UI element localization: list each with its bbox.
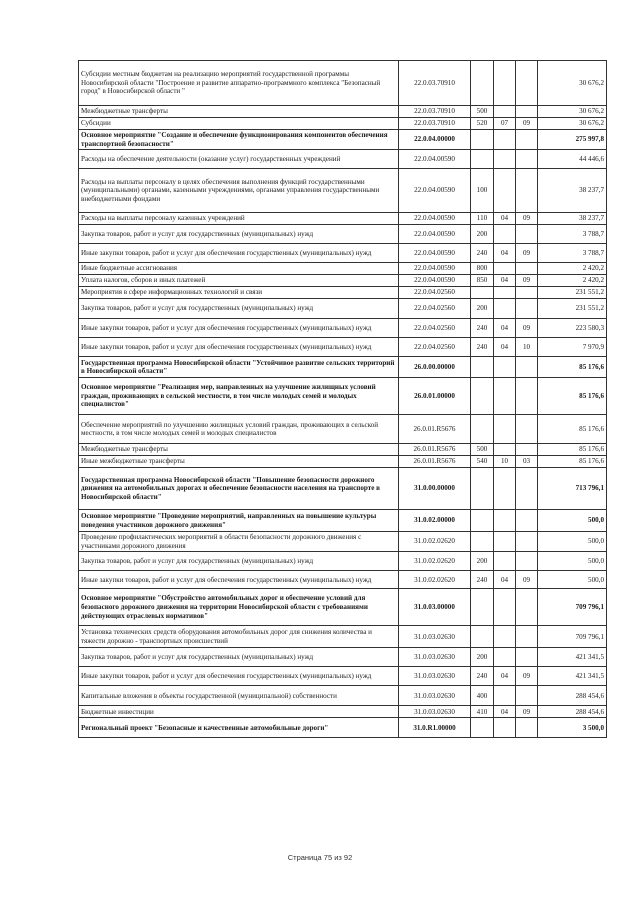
- target-article-code-cell: 22.0.04.00590: [399, 225, 471, 244]
- target-article-code-cell: 26.0.01.00000: [399, 378, 471, 415]
- amount-cell: 3 788,7: [538, 244, 607, 263]
- section-code-cell: [494, 130, 516, 150]
- subsection-code-cell: [516, 61, 538, 106]
- table-row: [79, 378, 607, 415]
- expense-type-code-cell: [471, 468, 494, 510]
- target-article-code-cell: 22.0.04.00590: [399, 169, 471, 213]
- subsection-code-cell: [516, 686, 538, 706]
- subsection-code-cell: [516, 589, 538, 626]
- subsection-code-cell: [516, 106, 538, 118]
- target-article-code-cell: 26.0.00.00000: [399, 357, 471, 378]
- item-name-cell: Основное мероприятие "Обустройство автомобильных дорог и обеспечение условий для безопасного дорожного движения на территории Новосибирской области с требованиями действующих отраслевых нормативов": [79, 589, 399, 626]
- section-code-cell: [494, 150, 516, 169]
- subsection-code-cell: 09: [516, 706, 538, 718]
- target-article-code-cell: 31.0.R1.00000: [399, 718, 471, 738]
- amount-cell: 2 420,2: [538, 275, 607, 287]
- target-article-code-cell: 22.0.04.00590: [399, 213, 471, 225]
- amount-cell: 38 237,7: [538, 213, 607, 225]
- expense-type-code-cell: 200: [471, 225, 494, 244]
- table-row: [79, 287, 607, 299]
- expense-type-code-cell: 500: [471, 106, 494, 118]
- section-code-cell: 07: [494, 118, 516, 130]
- subsection-code-cell: 09: [516, 275, 538, 287]
- subsection-code-cell: [516, 225, 538, 244]
- amount-cell: 709 796,1: [538, 626, 607, 648]
- table-row: [79, 150, 607, 169]
- expense-type-code-cell: 200: [471, 552, 494, 571]
- table-row: [79, 118, 607, 130]
- item-name-cell: Основное мероприятие "Реализация мер, направленных на улучшение жилищных условий граждан, проживающих в сельской местности, в том числе молодых семей и молодых специалистов": [79, 378, 399, 415]
- section-code-cell: 04: [494, 319, 516, 338]
- subsection-code-cell: 10: [516, 338, 538, 357]
- table-row: [79, 626, 607, 648]
- table-row: [79, 61, 607, 106]
- amount-cell: 7 970,9: [538, 338, 607, 357]
- target-article-code-cell: 22.0.03.70910: [399, 118, 471, 130]
- amount-cell: 44 446,6: [538, 150, 607, 169]
- subsection-code-cell: [516, 626, 538, 648]
- table-row: [79, 169, 607, 213]
- table-row: [79, 244, 607, 263]
- section-code-cell: 04: [494, 706, 516, 718]
- expense-type-code-cell: 850: [471, 275, 494, 287]
- target-article-code-cell: 31.0.02.02620: [399, 571, 471, 589]
- amount-cell: 30 676,2: [538, 61, 607, 106]
- item-name-cell: Закупка товаров, работ и услуг для государственных (муниципальных) нужд: [79, 648, 399, 667]
- table-row: [79, 468, 607, 510]
- table-row: [79, 648, 607, 667]
- section-code-cell: [494, 378, 516, 415]
- table-row: [79, 225, 607, 244]
- target-article-code-cell: 31.0.02.02620: [399, 552, 471, 571]
- table-row: [79, 444, 607, 456]
- expense-type-code-cell: 800: [471, 263, 494, 275]
- expense-type-code-cell: [471, 589, 494, 626]
- table-row: [79, 532, 607, 552]
- subsection-code-cell: 03: [516, 456, 538, 468]
- target-article-code-cell: 22.0.04.02560: [399, 299, 471, 319]
- subsection-code-cell: [516, 468, 538, 510]
- target-article-code-cell: 22.0.04.00590: [399, 150, 471, 169]
- target-article-code-cell: 31.0.03.02630: [399, 648, 471, 667]
- table-row: [79, 338, 607, 357]
- table-row: [79, 213, 607, 225]
- section-code-cell: [494, 648, 516, 667]
- subsection-code-cell: [516, 532, 538, 552]
- item-name-cell: Закупка товаров, работ и услуг для государственных (муниципальных) нужд: [79, 299, 399, 319]
- expense-type-code-cell: 240: [471, 571, 494, 589]
- table-row: [79, 456, 607, 468]
- section-code-cell: [494, 61, 516, 106]
- table-row: [79, 106, 607, 118]
- item-name-cell: Обеспечение мероприятий по улучшению жилищных условий граждан, проживающих в сельской местности, в том числе молодых семей и молодых специалистов: [79, 415, 399, 444]
- amount-cell: 288 454,6: [538, 706, 607, 718]
- amount-cell: 500,0: [538, 532, 607, 552]
- section-code-cell: 04: [494, 338, 516, 357]
- item-name-cell: Капитальные вложения в объекты государственной (муниципальной) собственности: [79, 686, 399, 706]
- amount-cell: 500,0: [538, 571, 607, 589]
- subsection-code-cell: [516, 552, 538, 571]
- expense-type-code-cell: [471, 130, 494, 150]
- subsection-code-cell: [516, 130, 538, 150]
- table-row: [79, 415, 607, 444]
- expense-type-code-cell: [471, 357, 494, 378]
- target-article-code-cell: 31.0.03.02630: [399, 626, 471, 648]
- expense-type-code-cell: 400: [471, 686, 494, 706]
- item-name-cell: Закупка товаров, работ и услуг для государственных (муниципальных) нужд: [79, 552, 399, 571]
- item-name-cell: Региональный проект "Безопасные и качественные автомобильные дороги": [79, 718, 399, 738]
- table-row: [79, 552, 607, 571]
- section-code-cell: [494, 510, 516, 532]
- item-name-cell: Иные межбюджетные трансферты: [79, 456, 399, 468]
- expense-type-code-cell: [471, 150, 494, 169]
- subsection-code-cell: [516, 648, 538, 667]
- amount-cell: 223 580,3: [538, 319, 607, 338]
- item-name-cell: Мероприятия в сфере информационных технологий и связи: [79, 287, 399, 299]
- section-code-cell: [494, 357, 516, 378]
- table-row: [79, 263, 607, 275]
- target-article-code-cell: 22.0.04.02560: [399, 287, 471, 299]
- subsection-code-cell: [516, 718, 538, 738]
- table-row: [79, 667, 607, 686]
- subsection-code-cell: 09: [516, 244, 538, 263]
- table-row: [79, 589, 607, 626]
- amount-cell: 275 997,8: [538, 130, 607, 150]
- amount-cell: 421 341,5: [538, 648, 607, 667]
- item-name-cell: Субсидии местным бюджетам на реализацию мероприятий государственной программы Новосибирской области "Построение и развитие аппаратно-программного комплекса "Безопасный город" в Новосибирской области ": [79, 61, 399, 106]
- amount-cell: 3 500,0: [538, 718, 607, 738]
- table-row: [79, 718, 607, 738]
- amount-cell: 85 176,6: [538, 456, 607, 468]
- expense-type-code-cell: [471, 61, 494, 106]
- subsection-code-cell: [516, 150, 538, 169]
- amount-cell: 85 176,6: [538, 378, 607, 415]
- target-article-code-cell: 22.0.03.70910: [399, 61, 471, 106]
- expense-type-code-cell: 240: [471, 244, 494, 263]
- subsection-code-cell: [516, 378, 538, 415]
- section-code-cell: [494, 263, 516, 275]
- item-name-cell: Межбюджетные трансферты: [79, 444, 399, 456]
- amount-cell: 2 420,2: [538, 263, 607, 275]
- table-row: [79, 510, 607, 532]
- subsection-code-cell: [516, 510, 538, 532]
- expense-type-code-cell: 520: [471, 118, 494, 130]
- amount-cell: 713 796,1: [538, 468, 607, 510]
- section-code-cell: [494, 225, 516, 244]
- expense-type-code-cell: [471, 415, 494, 444]
- item-name-cell: Проведение профилактических мероприятий в области безопасности дорожного движения с участниками дорожного движения: [79, 532, 399, 552]
- amount-cell: 500,0: [538, 510, 607, 532]
- table-row: [79, 299, 607, 319]
- item-name-cell: Закупка товаров, работ и услуг для государственных (муниципальных) нужд: [79, 225, 399, 244]
- subsection-code-cell: [516, 444, 538, 456]
- table-row: [79, 706, 607, 718]
- target-article-code-cell: 31.0.03.00000: [399, 589, 471, 626]
- subsection-code-cell: [516, 357, 538, 378]
- section-code-cell: 10: [494, 456, 516, 468]
- amount-cell: 500,0: [538, 552, 607, 571]
- item-name-cell: Субсидии: [79, 118, 399, 130]
- target-article-code-cell: 26.0.01.R5676: [399, 415, 471, 444]
- table-row: [79, 319, 607, 338]
- amount-cell: 3 788,7: [538, 225, 607, 244]
- target-article-code-cell: 31.0.03.02630: [399, 667, 471, 686]
- section-code-cell: [494, 626, 516, 648]
- expense-type-code-cell: 200: [471, 299, 494, 319]
- section-code-cell: [494, 468, 516, 510]
- amount-cell: 85 176,6: [538, 444, 607, 456]
- table-row: [79, 357, 607, 378]
- section-code-cell: [494, 552, 516, 571]
- amount-cell: 30 676,2: [538, 106, 607, 118]
- item-name-cell: Бюджетные инвестиции: [79, 706, 399, 718]
- item-name-cell: Государственная программа Новосибирской области "Устойчивое развитие сельских территорий в Новосибирской области": [79, 357, 399, 378]
- amount-cell: 38 237,7: [538, 169, 607, 213]
- expense-type-code-cell: 100: [471, 169, 494, 213]
- item-name-cell: Основное мероприятие "Проведение мероприятий, направленных на повышение культуры поведения участников дорожного движения": [79, 510, 399, 532]
- item-name-cell: Межбюджетные трансферты: [79, 106, 399, 118]
- subsection-code-cell: [516, 415, 538, 444]
- expense-type-code-cell: 200: [471, 648, 494, 667]
- table-row: [79, 571, 607, 589]
- target-article-code-cell: 22.0.04.00590: [399, 244, 471, 263]
- table-row: [79, 686, 607, 706]
- expense-type-code-cell: 240: [471, 338, 494, 357]
- expense-type-code-cell: 540: [471, 456, 494, 468]
- table-row: [79, 130, 607, 150]
- section-code-cell: [494, 444, 516, 456]
- subsection-code-cell: [516, 169, 538, 213]
- amount-cell: 231 551,2: [538, 287, 607, 299]
- subsection-code-cell: 09: [516, 319, 538, 338]
- item-name-cell: Иные закупки товаров, работ и услуг для обеспечения государственных (муниципальных) нужд: [79, 338, 399, 357]
- expense-type-code-cell: 240: [471, 319, 494, 338]
- item-name-cell: Иные закупки товаров, работ и услуг для обеспечения государственных (муниципальных) нужд: [79, 319, 399, 338]
- section-code-cell: 04: [494, 571, 516, 589]
- section-code-cell: 04: [494, 244, 516, 263]
- amount-cell: 288 454,6: [538, 686, 607, 706]
- page-footer: [0, 853, 640, 862]
- subsection-code-cell: [516, 263, 538, 275]
- target-article-code-cell: 31.0.03.02630: [399, 706, 471, 718]
- item-name-cell: Расходы на обеспечение деятельности (оказание услуг) государственных учреждений: [79, 150, 399, 169]
- target-article-code-cell: 26.0.01.R5676: [399, 444, 471, 456]
- expense-type-code-cell: 410: [471, 706, 494, 718]
- item-name-cell: Иные бюджетные ассигнования: [79, 263, 399, 275]
- section-code-cell: [494, 718, 516, 738]
- section-code-cell: 04: [494, 667, 516, 686]
- item-name-cell: Государственная программа Новосибирской области "Повышение безопасности дорожного движения на автомобильных дорогах и обеспечение безопасности населения на транспорте в Новосибирской области": [79, 468, 399, 510]
- subsection-code-cell: [516, 287, 538, 299]
- item-name-cell: Иные закупки товаров, работ и услуг для обеспечения государственных (муниципальных) нужд: [79, 571, 399, 589]
- expense-type-code-cell: 240: [471, 667, 494, 686]
- item-name-cell: Иные закупки товаров, работ и услуг для обеспечения государственных (муниципальных) нужд: [79, 667, 399, 686]
- item-name-cell: Расходы на выплаты персоналу казенных учреждений: [79, 213, 399, 225]
- section-code-cell: [494, 532, 516, 552]
- target-article-code-cell: 31.0.02.00000: [399, 510, 471, 532]
- amount-cell: 421 341,5: [538, 667, 607, 686]
- expense-type-code-cell: [471, 287, 494, 299]
- table-row: [79, 275, 607, 287]
- section-code-cell: [494, 415, 516, 444]
- section-code-cell: [494, 287, 516, 299]
- target-article-code-cell: 31.0.02.02620: [399, 532, 471, 552]
- section-code-cell: [494, 169, 516, 213]
- target-article-code-cell: 22.0.04.00000: [399, 130, 471, 150]
- target-article-code-cell: 31.0.00.00000: [399, 468, 471, 510]
- section-code-cell: [494, 299, 516, 319]
- amount-cell: 85 176,6: [538, 415, 607, 444]
- target-article-code-cell: 26.0.01.R5676: [399, 456, 471, 468]
- section-code-cell: [494, 686, 516, 706]
- target-article-code-cell: 22.0.03.70910: [399, 106, 471, 118]
- subsection-code-cell: [516, 299, 538, 319]
- section-code-cell: 04: [494, 275, 516, 287]
- amount-cell: 85 176,6: [538, 357, 607, 378]
- subsection-code-cell: 09: [516, 213, 538, 225]
- expense-type-code-cell: [471, 626, 494, 648]
- expense-type-code-cell: [471, 718, 494, 738]
- expense-type-code-cell: 500: [471, 444, 494, 456]
- item-name-cell: Основное мероприятие "Создание и обеспечение функционирования компонентов обеспечения транспортной безопасности": [79, 130, 399, 150]
- budget-table: [78, 60, 607, 738]
- expense-type-code-cell: [471, 510, 494, 532]
- target-article-code-cell: 22.0.04.00590: [399, 275, 471, 287]
- subsection-code-cell: 09: [516, 571, 538, 589]
- page-number: Страница 75 из 92: [287, 853, 353, 862]
- budget-table-body: [79, 61, 607, 738]
- expense-type-code-cell: [471, 532, 494, 552]
- amount-cell: 30 676,2: [538, 118, 607, 130]
- section-code-cell: [494, 589, 516, 626]
- section-code-cell: [494, 106, 516, 118]
- amount-cell: 231 551,2: [538, 299, 607, 319]
- target-article-code-cell: 22.0.04.02560: [399, 338, 471, 357]
- subsection-code-cell: 09: [516, 118, 538, 130]
- subsection-code-cell: 09: [516, 667, 538, 686]
- target-article-code-cell: 22.0.04.00590: [399, 263, 471, 275]
- item-name-cell: Расходы на выплаты персоналу в целях обеспечения выполнения функций государственными (муниципальными) органами, казенными учреждениями, органами управления государственными внебюджетными фондами: [79, 169, 399, 213]
- item-name-cell: Иные закупки товаров, работ и услуг для обеспечения государственных (муниципальных) нужд: [79, 244, 399, 263]
- item-name-cell: Установка технических средств оборудования автомобильных дорог для снижения количества и тяжести дорожно - транспортных происшествий: [79, 626, 399, 648]
- target-article-code-cell: 22.0.04.02560: [399, 319, 471, 338]
- item-name-cell: Уплата налогов, сборов и иных платежей: [79, 275, 399, 287]
- target-article-code-cell: 31.0.03.02630: [399, 686, 471, 706]
- amount-cell: 709 796,1: [538, 589, 607, 626]
- expense-type-code-cell: [471, 378, 494, 415]
- section-code-cell: 04: [494, 213, 516, 225]
- expense-type-code-cell: 110: [471, 213, 494, 225]
